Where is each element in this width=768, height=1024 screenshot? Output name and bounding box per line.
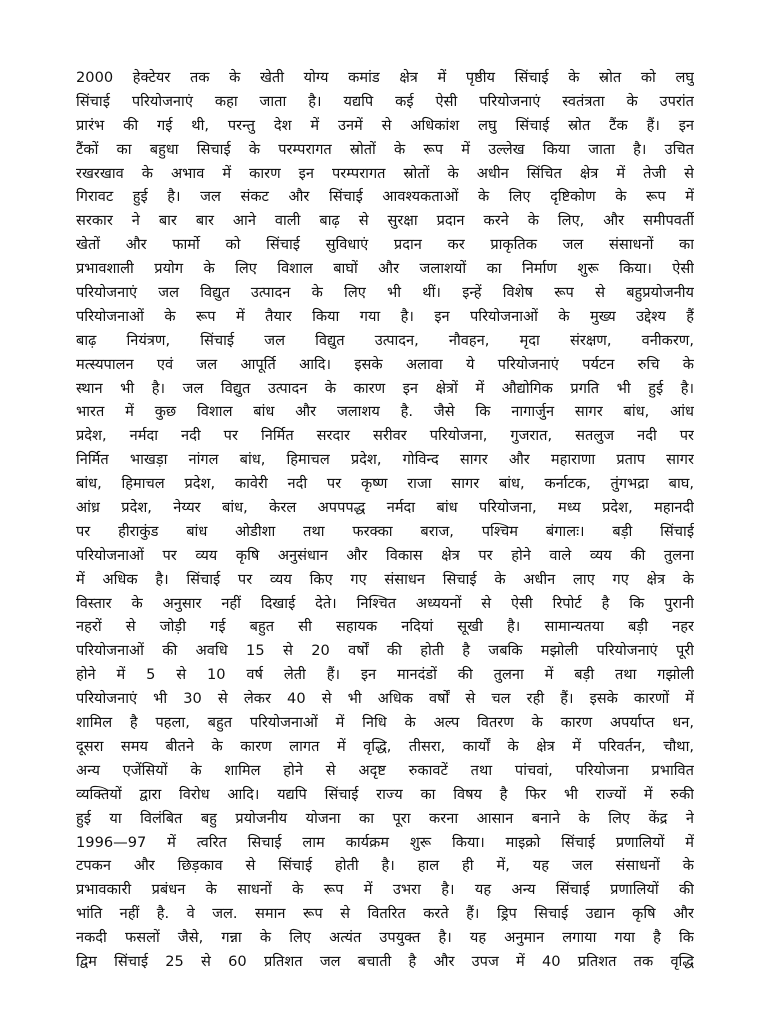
text-line: होने में 5 से 10 वर्ष लेती हैं। इन मानदंडों की तुलना में बड़ी तथा गझोली xyxy=(76,666,694,684)
text-line: अन्य एजेंसियों के शामिल होने से अदृष्ट रुकावटें तथा पांचवां, परियोजना प्रभावित xyxy=(76,761,694,779)
text-line: में अधिक है। सिंचाई पर व्यय किए गए संसाधन सिचाई के अधीन लाए गए क्षेत्र के xyxy=(76,570,694,588)
text-line: निर्मित भाखड़ा नांगल बांध, हिमाचल प्रदेश, गोविन्द सागर और महाराणा प्रताप सागर xyxy=(76,451,694,469)
text-line: नकदी फसलों जैसे, गन्ना के लिए अत्यंत उपयुक्त है। यह अनुमान लगाया गया है कि xyxy=(76,929,694,947)
text-line: 1996—97 में त्वरित सिचाई लाम कार्यक्रम शुरू किया। माइक्रो सिंचाई प्रणालियों में xyxy=(76,833,694,851)
text-line: विस्तार के अनुसार नहीं दिखाई देते। निश्चित अध्ययनों से ऐसी रिपोर्ट है कि पुरानी xyxy=(76,594,694,612)
text-line: 2000 हेक्टेयर तक के खेती योग्य कमांड क्षेत्र में पृष्ठीय सिंचाई के स्रोत को लघु xyxy=(76,69,694,86)
text-line: नहरों से जोड़ी गई बहुत सी सहायक नदियां सूखी है। सामान्यतया बड़ी नहर xyxy=(76,618,694,636)
text-line: परियोजनाएं जल विद्युत उत्पादन के लिए भी थीं। इन्हें विशेष रूप से बहुप्रयोजनीय xyxy=(76,284,694,302)
text-line: हुई या विलंबित बहु प्रयोजनीय योजना का पूरा करना आसान बनाने के लिए केंद्र ने xyxy=(76,809,694,827)
text-line: द्विम सिंचाई 25 से 60 प्रतिशत जल बचाती है और उपज में 40 प्रतिशत तक वृद्धि xyxy=(76,952,694,970)
text-line: स्थान भी है। जल विद्युत उत्पादन के कारण इन क्षेत्रों में औद्योगिक प्रगति भी हुई है। xyxy=(76,379,694,397)
text-line: भांति नहीं है. वे जल. समान रूप से वितरित करते हैं। ड्रिप सिचाई उद्यान कृषि और xyxy=(76,905,694,923)
text-line: सरकार ने बार बार आने वाली बाढ़ से सुरक्षा प्रदान करने के लिए, और समीपवर्ती xyxy=(76,212,694,230)
text-line: व्यक्तियों द्वारा विरोध आदि। यद्यपि सिंचाई राज्य का विषय है फिर भी राज्यों में रुकी xyxy=(76,785,694,803)
text-line: रखरखाव के अभाव में कारण इन परम्परागत स्रोतों के अधीन सिंचित क्षेत्र में तेजी से xyxy=(76,164,694,182)
text-line: दूसरा समय बीतने के कारण लागत में वृद्धि, तीसरा, कार्यों के क्षेत्र में परिवर्तन, चौथा, xyxy=(76,737,694,755)
text-line: टपकन और छिड़काव से सिंचाई होती है। हाल ही में, यह जल संसाधनों के xyxy=(76,857,694,875)
text-line: सिंचाई परियोजनाएं कहा जाता है। यद्यपि कई ऐसी परियोजनाएं स्वतंत्रता के उपरांत xyxy=(76,92,694,110)
text-line: शामिल है पहला, बहुत परियोजनाओं में निधि के अल्प वितरण के कारण अपर्याप्त धन, xyxy=(76,714,694,732)
text-line: बांध, हिमाचल प्रदेश, कावेरी नदी पर कृष्ण राजा सागर बांध, कर्नाटक, तुंगभद्रा बाघ, xyxy=(76,475,694,493)
text-line: प्रभावशाली प्रयोग के लिए विशाल बाघों और जलाशयों का निर्माण शुरू किया। ऐसी xyxy=(76,260,694,278)
text-line: प्रारंभ की गई थी, परन्तु देश में उनमें से अधिकांश लघु सिंचाई स्रोत टैंक हैं। इन xyxy=(76,116,694,134)
text-line: खेतों और फार्मो को सिंचाई सुविधाएं प्रदान कर प्राकृतिक जल संसाधनों का xyxy=(76,236,694,254)
text-line: पर हीराकुंड बांध ओडीशा तथा फरक्का बराज, पश्चिम बंगालः। बड़ी सिंचाई xyxy=(76,522,694,540)
body-paragraph xyxy=(76,66,694,974)
text-line: परियोजनाओं के रूप में तैयार किया गया है। इन परियोजनाओं के मुख्य उद्देश्य हैं xyxy=(76,307,694,325)
text-line: मत्स्यपालन एवं जल आपूर्ति आदि। इसके अलावा ये परियोजनाएं पर्यटन रुचि के xyxy=(76,355,694,373)
text-line: टैंकों का बहुधा सिचाई के परम्परागत स्रोतों के रूप में उल्लेख किया जाता है। उचित xyxy=(76,140,694,158)
text-line: परियोजनाएं भी 30 से लेकर 40 से भी अधिक वर्षों से चल रही हैं। इसके कारणों में xyxy=(76,690,694,708)
text-line: गिरावट हुई है। जल संकट और सिंचाई आवश्यकताओं के लिए दृष्टिकोण के रूप में xyxy=(76,188,694,206)
text-line: बाढ़ नियंत्रण, सिंचाई जल विद्युत उत्पादन, नौवहन, मृदा संरक्षण, वनीकरण, xyxy=(76,331,694,349)
text-line: भारत में कुछ विशाल बांध और जलाशय है. जैसे कि नागार्जुन सागर बांध, आंध xyxy=(76,403,694,421)
text-line: आंध्र प्रदेश, नेय्यर बांध, केरल अपपपद्ध नर्मदा बांध परियोजना, मध्य प्रदेश, महानदी xyxy=(76,499,694,517)
text-line: प्रदेश, नर्मदा नदी पर निर्मित सरदार सरीवर परियोजना, गुजरात, सतलुज नदी पर xyxy=(76,427,694,445)
text-line: प्रभावकारी प्रबंधन के साधनों के रूप में उभरा है। यह अन्य सिंचाई प्रणालियों की xyxy=(76,881,694,899)
text-line: परियोजनाओं की अवधि 15 से 20 वर्षों की होती है जबकि मझोली परियोजनाएं पूरी xyxy=(76,642,694,660)
text-line: परियोजनाओं पर व्यय कृषि अनुसंधान और विकास क्षेत्र पर होने वाले व्यय की तुलना xyxy=(76,546,694,564)
